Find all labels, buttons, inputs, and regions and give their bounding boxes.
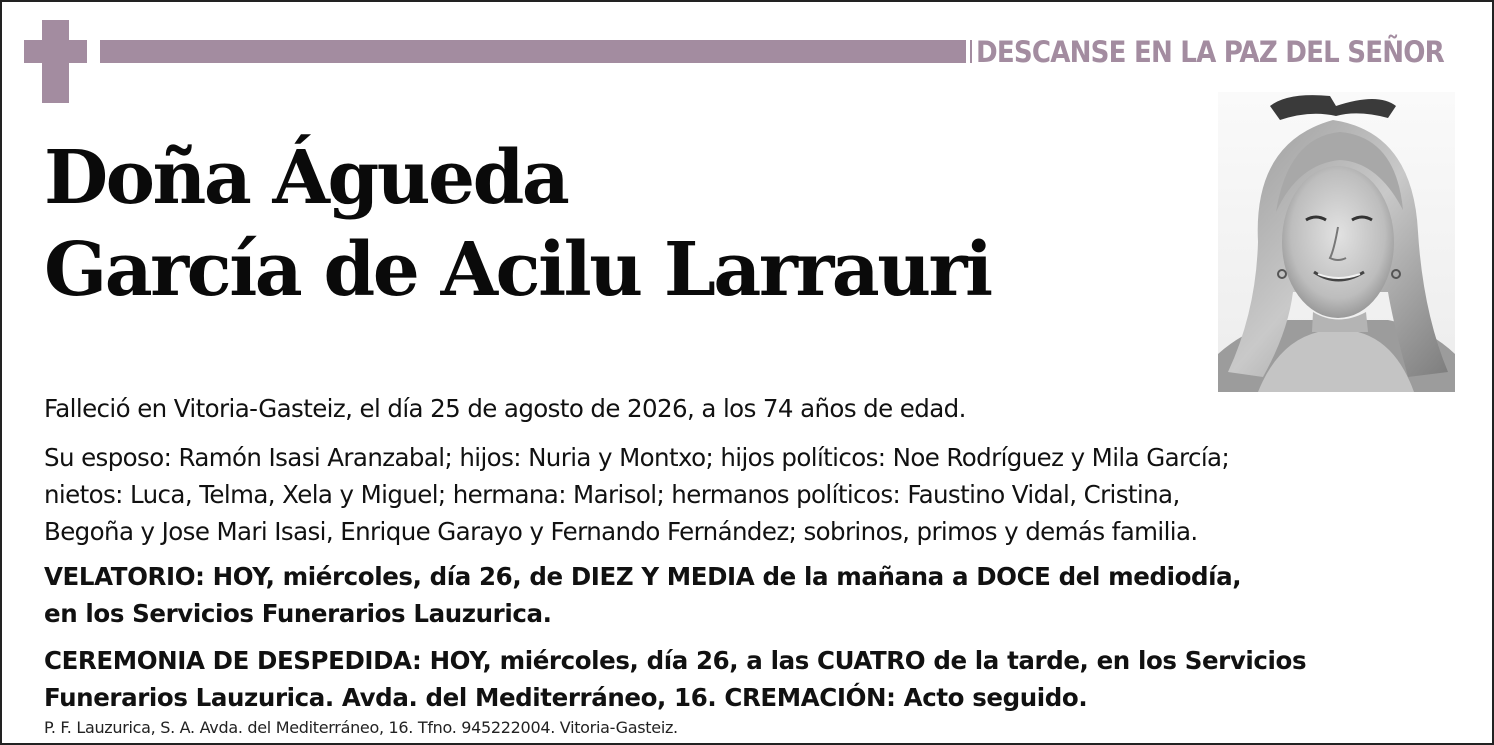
name-line-1: Doña Águeda (44, 135, 568, 221)
header-tagline: DESCANSE EN LA PAZ DEL SEÑOR (976, 35, 1444, 69)
death-notice: Falleció en Vitoria-Gasteiz, el día 25 de agosto de 2026, a los 74 años de edad. (44, 394, 966, 423)
deceased-name (44, 132, 1184, 316)
name-line-2: García de Acilu Larrauri (44, 227, 991, 313)
portrait-photo (1218, 92, 1455, 392)
ceremony-line: CEREMONIA DE DESPEDIDA: HOY, miércoles, día 26, a las CUATRO de la tarde, en los Servicios (44, 646, 1307, 675)
funeral-home-footer: P. F. Lauzurica, S. A. Avda. del Mediterráneo, 16. Tfno. 945222004. Vitoria-Gasteiz. (44, 718, 678, 737)
family-list (44, 439, 1464, 550)
family-line: Su esposo: Ramón Isasi Aranzabal; hijos: Nuria y Montxo; hijos políticos: Noe Rodríguez y Mila García; (44, 443, 1230, 472)
wake-info (44, 558, 1464, 632)
wake-line: VELATORIO: HOY, miércoles, día 26, de DIEZ Y MEDIA de la mañana a DOCE del mediodía, (44, 562, 1242, 591)
header-rule (100, 40, 966, 63)
wake-line: en los Servicios Funerarios Lauzurica. (44, 599, 552, 628)
family-line: Begoña y Jose Mari Isasi, Enrique Garayo y Fernando Fernández; sobrinos, primos y demás familia. (44, 517, 1198, 546)
ceremony-info (44, 642, 1464, 716)
ceremony-line: Funerarios Lauzurica. Avda. del Mediterráneo, 16. CREMACIÓN: Acto seguido. (44, 683, 1088, 712)
family-line: nietos: Luca, Telma, Xela y Miguel; hermana: Marisol; hermanos políticos: Faustino Vidal, Cristina, (44, 480, 1180, 509)
